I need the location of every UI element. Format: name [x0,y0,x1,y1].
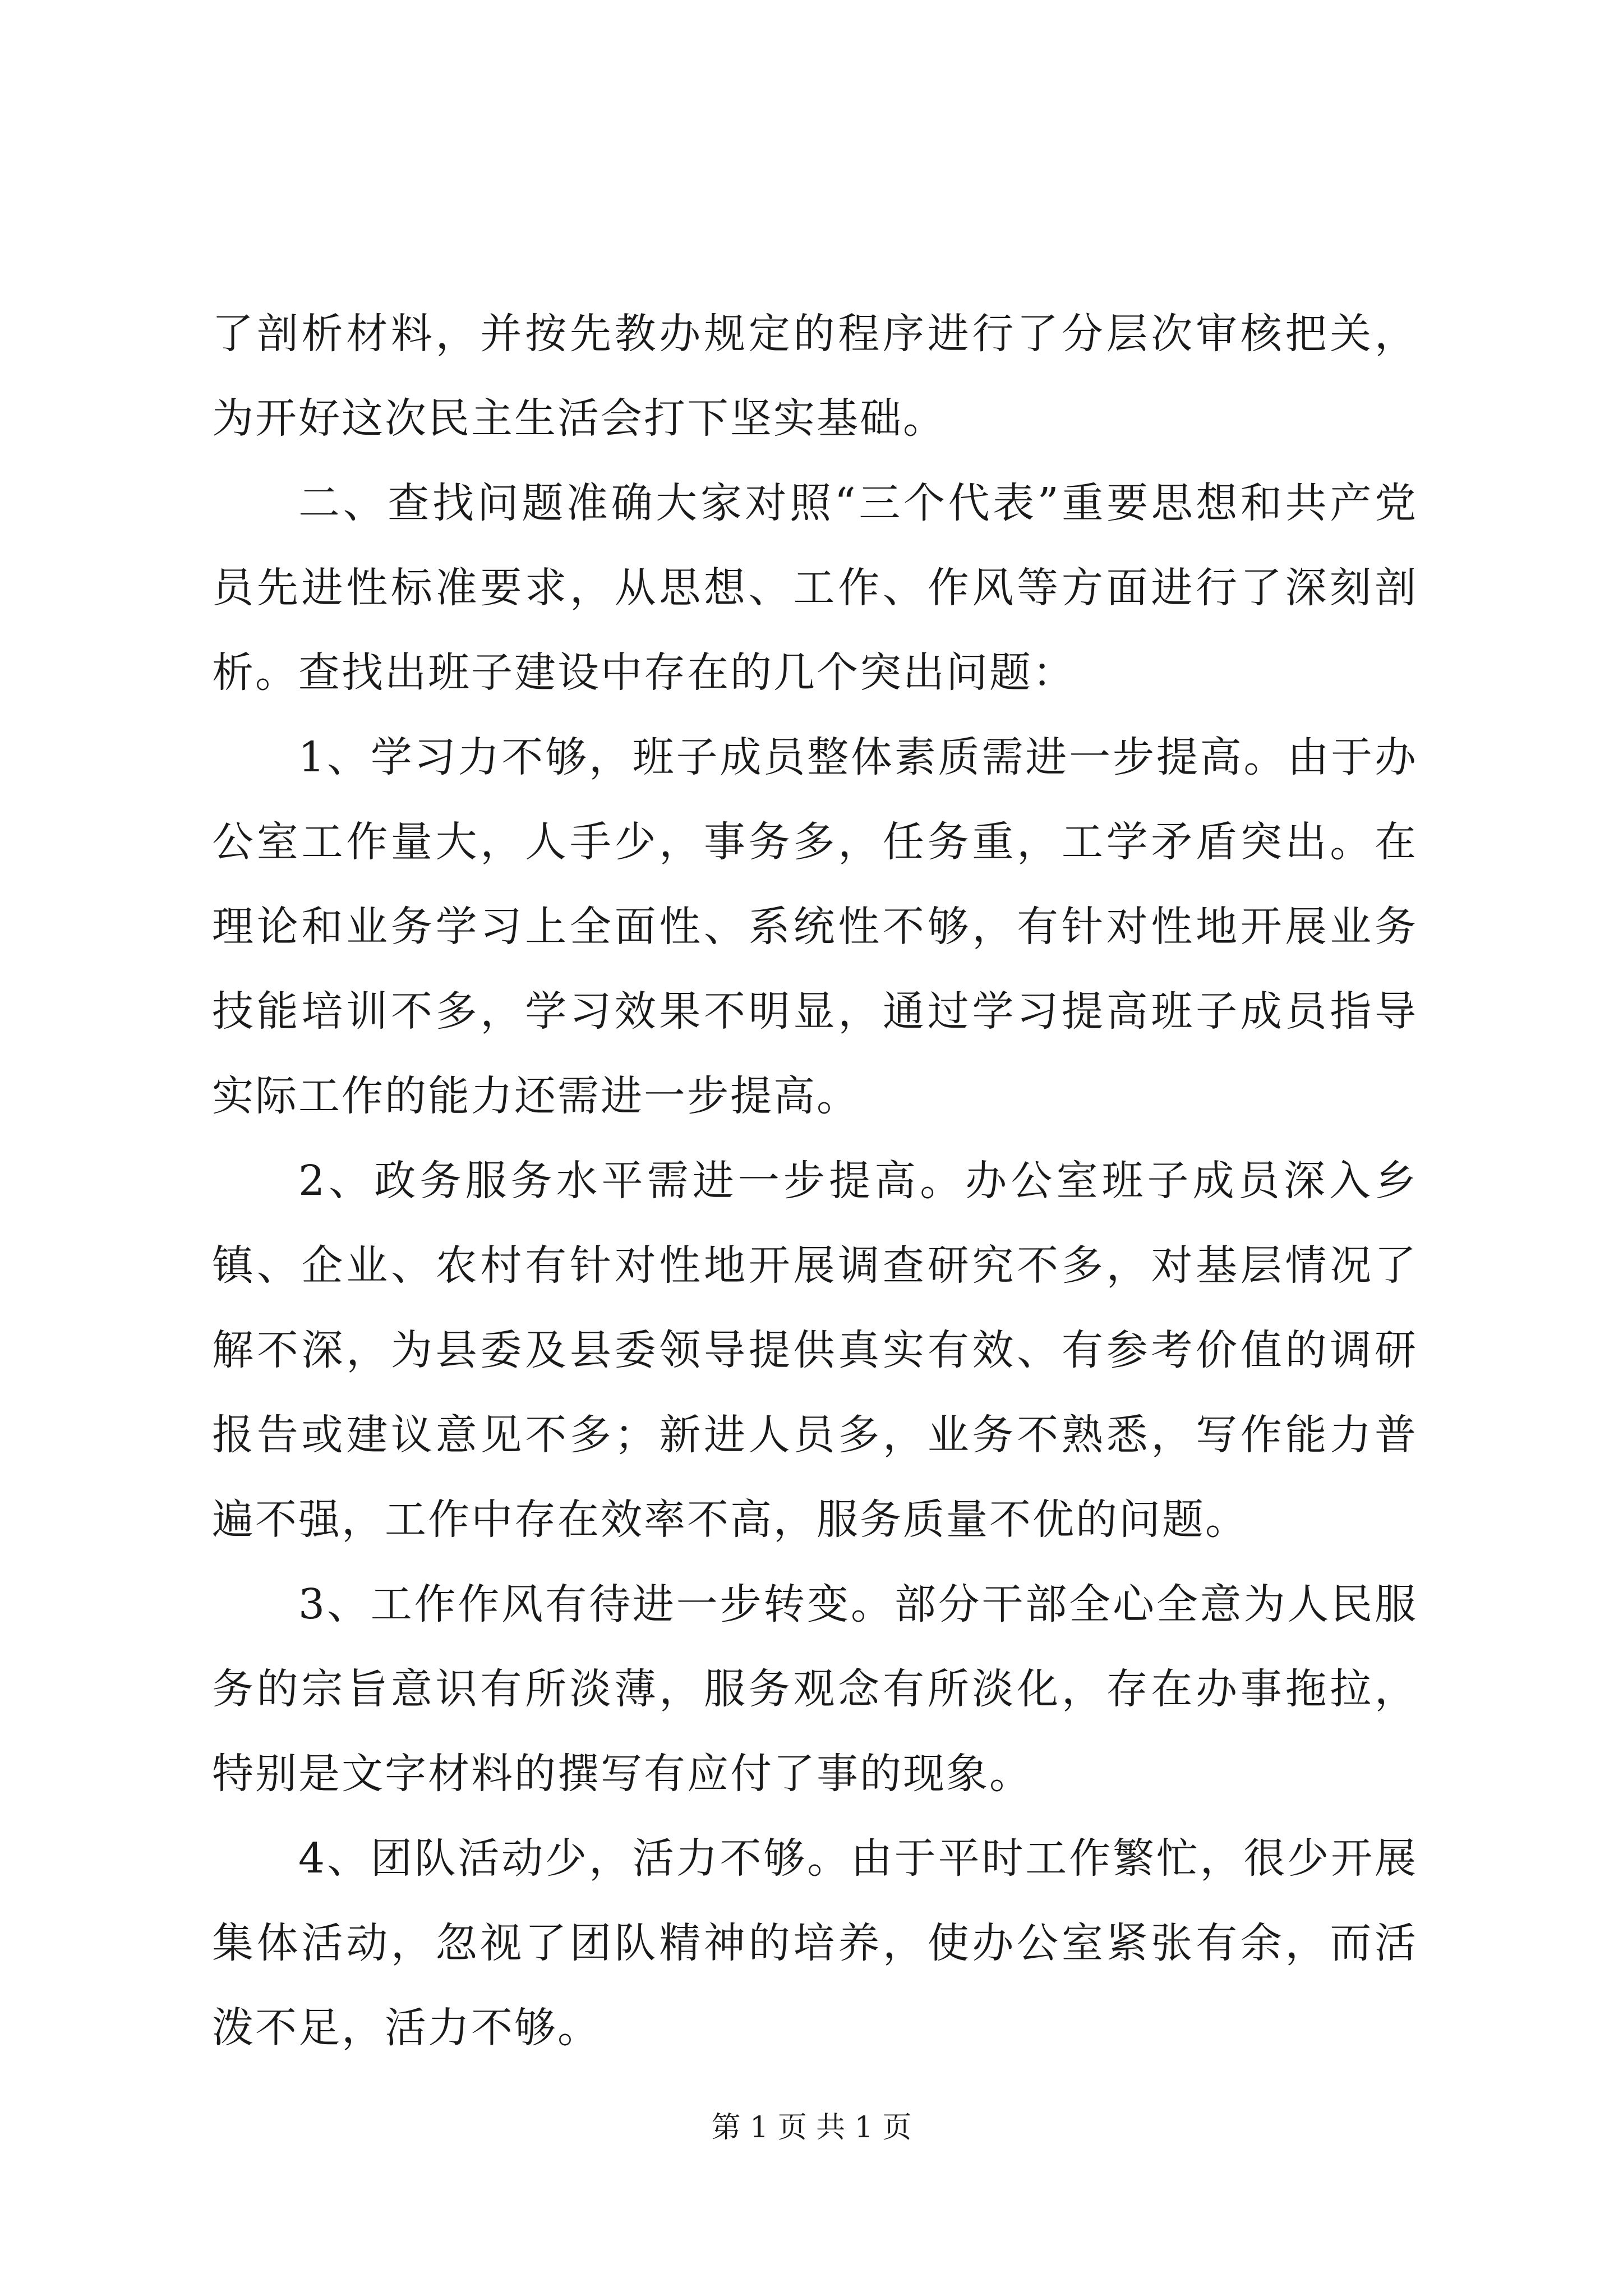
document-body [212,292,1418,2070]
paragraph-item-2: 2、政务服务水平需进一步提高。办公室班子成员深入乡镇、企业、农村有针对性地开展调查研究不多，对基层情况了解不深，为县委及县委领导提供真实有效、有参考价值的调研报告或建议意见不多；新进人员多，业务不熟悉，写作能力普遍不强，工作中存在效率不高，服务质量不优的问题。 [212,1157,1418,1544]
paragraph-item-4: 4、团队活动少，活力不够。由于平时工作繁忙，很少开展集体活动，忽视了团队精神的培养，使办公室紧张有余，而活泼不足，活力不够。 [212,1834,1418,2052]
paragraph-item-1: 1、学习力不够，班子成员整体素质需进一步提高。由于办公室工作量大，人手少，事务多，任务重，工学矛盾突出。在理论和业务学习上全面性、系统性不够，有针对性地开展业务技能培训不多，学习效果不明显，通过学习提高班子成员指导实际工作的能力还需进一步提高。 [212,733,1418,1120]
paragraph-continuation: 了剖析材料，并按先教办规定的程序进行了分层次审核把关，为开好这次民主生活会打下坚实基础。 [212,310,1418,443]
paragraph-section-2: 二、查找问题准确大家对照“三个代表”重要思想和共产党员先进性标准要求，从思想、工作、作风等方面进行了深刻剖析。查找出班子建设中存在的几个突出问题： [212,479,1418,697]
page-footer: 第 1 页 共 1 页 [711,2111,912,2145]
paragraph-item-3: 3、工作作风有待进一步转变。部分干部全心全意为人民服务的宗旨意识有所淡薄，服务观念有所淡化，存在办事拖拉，特别是文字材料的撰写有应付了事的现象。 [212,1580,1418,1798]
